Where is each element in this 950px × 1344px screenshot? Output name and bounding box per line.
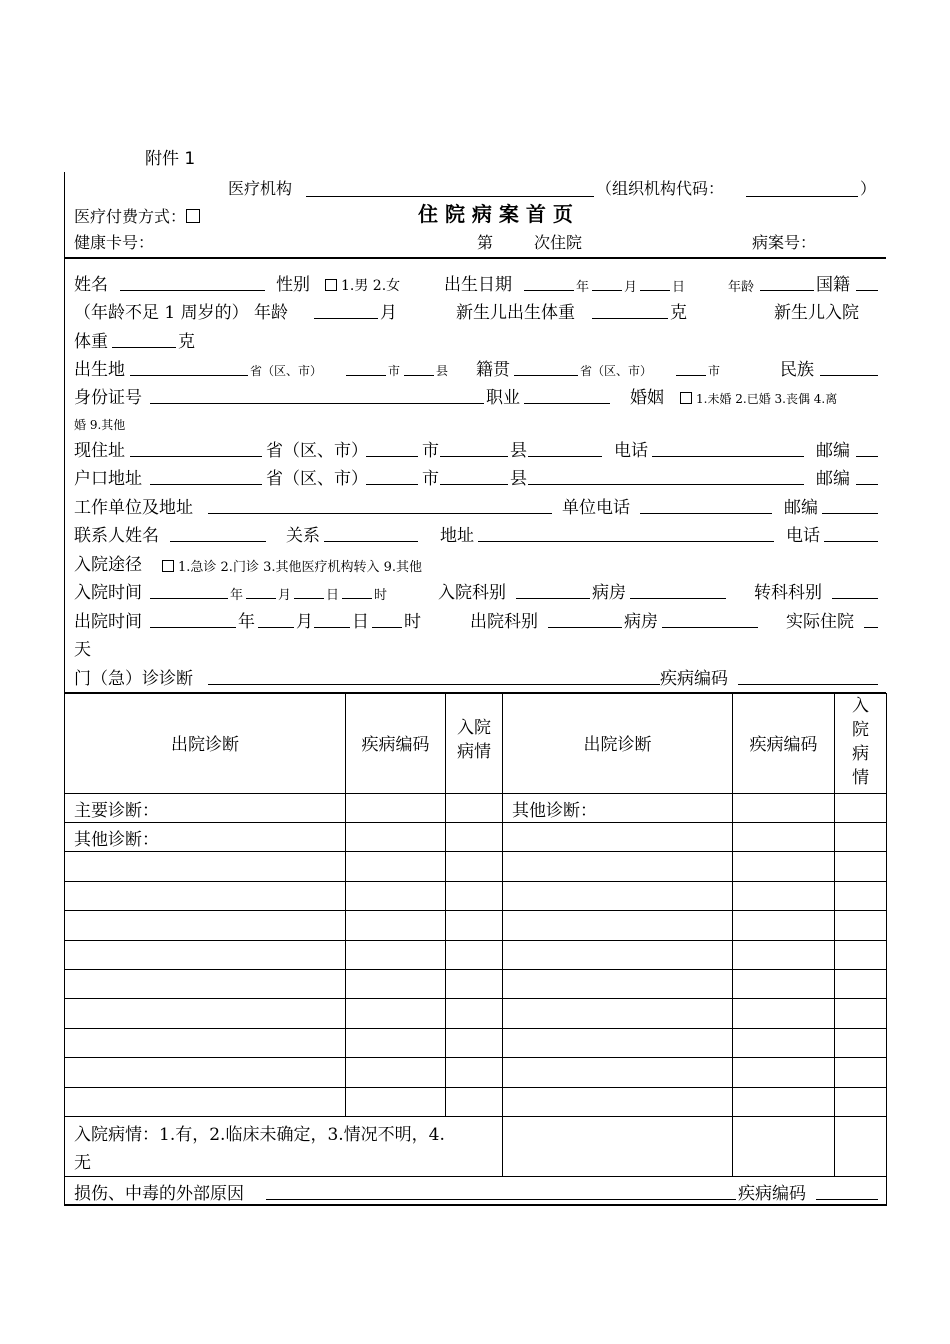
ethnicity-label: 民族 <box>780 360 814 380</box>
er-disease-code-label: 疾病编码 <box>660 669 728 689</box>
admission-route-checkbox[interactable] <box>162 560 174 572</box>
current-address-county-unit: 县 <box>510 441 527 461</box>
admission-ward-field[interactable] <box>630 598 726 599</box>
discharge-dept-field[interactable] <box>548 627 622 628</box>
newborn-weight-label: 新生儿出生体重 <box>456 303 575 323</box>
org-code-close: ） <box>860 179 877 198</box>
row-line <box>64 1028 886 1029</box>
col-divider-1 <box>345 693 346 1117</box>
discharge-month-unit: 月 <box>296 612 313 632</box>
birthplace-label: 出生地 <box>74 360 125 380</box>
row-line <box>64 851 886 852</box>
payment-method-label: 医疗付费方式： <box>74 204 200 227</box>
nth-label: 第 <box>477 233 494 252</box>
attachment-label: 附件 1 <box>145 149 196 169</box>
discharge-day-unit: 日 <box>352 612 369 632</box>
injury-code-field[interactable] <box>816 1199 878 1200</box>
work-unit-label: 工作单位及地址 <box>74 498 193 518</box>
sex-options[interactable]: 1.男 2.女 <box>325 275 400 295</box>
birth-day-field[interactable] <box>640 290 670 291</box>
contact-phone-field[interactable] <box>824 541 878 542</box>
current-address-label: 现住址 <box>74 441 125 461</box>
row-line <box>64 910 886 911</box>
admission-hour-unit: 时 <box>374 588 388 603</box>
age-field[interactable] <box>760 290 814 291</box>
form-bottom-border <box>64 1204 887 1206</box>
col-divider-3 <box>502 693 503 1177</box>
contact-address-label: 地址 <box>440 526 474 546</box>
current-phone-label: 电话 <box>614 441 648 461</box>
birth-year-unit: 年 <box>576 280 590 295</box>
discharge-month-field[interactable] <box>258 627 294 628</box>
birthplace-province-unit: 省（区、市） <box>250 364 323 378</box>
header-discharge-diagnosis-right: 出院诊断 <box>583 735 652 755</box>
ethnicity-field[interactable] <box>820 375 878 376</box>
discharge-time-label: 出院时间 <box>74 612 142 632</box>
actual-stay-field[interactable] <box>864 627 878 628</box>
row-line <box>64 1087 886 1088</box>
native-city-field[interactable] <box>676 375 706 376</box>
current-postcode-label: 邮编 <box>816 441 850 461</box>
page-title: 住 院 病 案 首 页 <box>418 202 573 226</box>
health-card-label: 健康卡号： <box>74 233 155 252</box>
admit-weight-label: 体重 <box>74 332 108 352</box>
admission-ward-label: 病房 <box>592 583 626 603</box>
discharge-dept-label: 出院科别 <box>470 612 538 632</box>
current-address-province-unit: 省（区、市） <box>266 441 368 461</box>
actual-stay-unit: 天 <box>74 640 91 660</box>
header-separator <box>64 257 886 259</box>
header-discharge-diagnosis-left: 出院诊断 <box>171 735 239 755</box>
admission-dept-label: 入院科别 <box>438 583 506 603</box>
birth-day-unit: 日 <box>672 280 686 295</box>
org-code-field[interactable] <box>746 196 858 197</box>
hukou-address-label: 户口地址 <box>74 469 142 489</box>
er-disease-code-field[interactable] <box>738 684 878 685</box>
marriage-checkbox[interactable] <box>680 392 692 404</box>
birth-month-field[interactable] <box>592 290 622 291</box>
col-divider-4 <box>732 693 733 1177</box>
row-line <box>64 793 886 794</box>
hukou-detail-field[interactable] <box>528 484 804 485</box>
birthplace-province-field[interactable] <box>130 375 248 376</box>
hukou-city-unit: 市 <box>422 469 439 489</box>
injury-cause-field[interactable] <box>266 1199 736 1200</box>
admission-month-unit: 月 <box>278 588 292 603</box>
admission-route-options[interactable]: 1.急诊 2.门诊 3.其他医疗机构转入 9.其他 <box>162 556 422 575</box>
diagnosis-table-top <box>64 692 886 694</box>
admission-year-field[interactable] <box>150 598 228 599</box>
header-disease-code-right: 疾病编码 <box>749 735 818 755</box>
native-province-field[interactable] <box>514 375 578 376</box>
discharge-year-unit: 年 <box>238 612 255 632</box>
relation-field[interactable] <box>324 541 418 542</box>
admit-weight-field[interactable] <box>112 347 176 348</box>
row-line <box>64 1057 886 1058</box>
row-line <box>64 822 886 823</box>
main-diagnosis-label: 主要诊断： <box>74 801 159 821</box>
native-province-unit: 省（区、市） <box>580 364 653 378</box>
infant-age-label: （年龄不足 1 周岁的） 年龄 <box>74 303 289 323</box>
hukou-province-field[interactable] <box>150 484 262 485</box>
current-address-province-field[interactable] <box>130 456 262 457</box>
admission-year-unit: 年 <box>230 588 244 603</box>
admission-condition-legend-cont: 无 <box>74 1153 91 1173</box>
occupation-field[interactable] <box>524 403 610 404</box>
discharge-ward-field[interactable] <box>662 627 758 628</box>
native-place-label: 籍贯 <box>476 360 510 380</box>
birthplace-county-unit: 县 <box>436 364 449 378</box>
discharge-hour-unit: 时 <box>404 612 421 632</box>
admission-month-field[interactable] <box>246 598 276 599</box>
birthplace-city-unit: 市 <box>388 364 401 378</box>
name-field[interactable] <box>120 290 265 291</box>
work-phone-label: 单位电话 <box>562 498 630 518</box>
nationality-field[interactable] <box>856 290 878 291</box>
admit-weight-unit: 克 <box>178 332 195 352</box>
birth-date-label: 出生日期 <box>444 275 512 295</box>
row-line <box>64 998 886 999</box>
hukou-postcode-field[interactable] <box>856 484 878 485</box>
hukou-postcode-label: 邮编 <box>816 469 850 489</box>
er-diagnosis-field[interactable] <box>208 684 660 685</box>
institution-label: 医疗机构 <box>228 179 293 198</box>
discharge-day-field[interactable] <box>314 627 350 628</box>
newborn-admit-label: 新生儿入院 <box>774 303 859 323</box>
row-line <box>64 940 886 941</box>
admission-dept-field[interactable] <box>516 598 590 599</box>
admission-day-unit: 日 <box>326 588 340 603</box>
current-address-city-field[interactable] <box>366 456 418 457</box>
sex-label: 性别 <box>276 275 310 295</box>
admission-time-label: 入院时间 <box>74 583 142 603</box>
payment-checkbox[interactable] <box>186 209 200 223</box>
injury-cause-label: 损伤、中毒的外部原因 <box>74 1184 244 1204</box>
current-address-county-field[interactable] <box>440 456 508 457</box>
current-phone-field[interactable] <box>652 456 804 457</box>
admission-condition-legend: 入院病情：1.有，2.临床未确定，3.情况不明，4. <box>74 1125 445 1145</box>
admission-route-label: 入院途径 <box>74 555 142 575</box>
discharge-hour-field[interactable] <box>372 627 402 628</box>
hukou-city-field[interactable] <box>366 484 418 485</box>
current-address-detail-field[interactable] <box>528 456 602 457</box>
birthplace-city-field[interactable] <box>346 375 386 376</box>
hukou-province-unit: 省（区、市） <box>266 469 368 489</box>
org-code-label: （组织机构代码： <box>596 179 725 198</box>
marriage-label: 婚姻 <box>630 388 664 408</box>
native-city-unit: 市 <box>708 364 721 378</box>
relation-label: 关系 <box>286 526 320 546</box>
header-admission-condition-left: 入院病情 <box>457 718 491 762</box>
infant-age-field[interactable] <box>314 318 378 319</box>
institution-field[interactable] <box>306 196 594 197</box>
row-line <box>64 1176 886 1177</box>
header-admission-condition-right: 入 院 病 情 <box>852 696 869 788</box>
current-address-city-unit: 市 <box>422 441 439 461</box>
marriage-options-cont: 婚 9.其他 <box>74 418 126 432</box>
newborn-weight-unit: 克 <box>670 303 687 323</box>
work-phone-field[interactable] <box>640 513 772 514</box>
name-label: 姓名 <box>74 275 108 295</box>
nationality-label: 国籍 <box>816 275 850 295</box>
injury-code-label: 疾病编码 <box>738 1184 806 1204</box>
hukou-county-field[interactable] <box>440 484 508 485</box>
birth-month-unit: 月 <box>624 280 638 295</box>
id-number-label: 身份证号 <box>74 388 142 408</box>
marriage-options[interactable]: 1.未婚 2.已婚 3.丧偶 4.离 <box>680 390 837 407</box>
contact-name-field[interactable] <box>170 541 266 542</box>
form-left-border <box>64 172 65 1206</box>
discharge-year-field[interactable] <box>150 627 236 628</box>
header-disease-code-left: 疾病编码 <box>361 735 430 755</box>
birth-year-field[interactable] <box>524 290 574 291</box>
case-number-label: 病案号： <box>752 233 817 252</box>
contact-address-field[interactable] <box>478 541 774 542</box>
row-line <box>64 969 886 970</box>
contact-name-label: 联系人姓名 <box>74 526 159 546</box>
contact-phone-label: 电话 <box>786 526 820 546</box>
er-diagnosis-label: 门（急）诊诊断 <box>74 669 193 689</box>
age-label: 年龄 <box>728 280 755 295</box>
birthplace-county-field[interactable] <box>404 375 434 376</box>
admission-times-label: 次住院 <box>534 233 583 252</box>
admission-hour-field[interactable] <box>342 598 372 599</box>
other-diagnosis-label-left: 其他诊断： <box>74 830 159 850</box>
sex-checkbox[interactable] <box>325 279 337 291</box>
transfer-dept-field[interactable] <box>832 598 878 599</box>
row-line <box>64 881 886 882</box>
id-number-field[interactable] <box>150 403 484 404</box>
infant-age-unit: 月 <box>380 303 397 323</box>
hukou-county-unit: 县 <box>510 469 527 489</box>
transfer-dept-label: 转科科别 <box>754 583 822 603</box>
form-right-border <box>886 693 887 1206</box>
admission-day-field[interactable] <box>294 598 324 599</box>
row-line <box>64 1116 886 1117</box>
work-unit-field[interactable] <box>208 513 552 514</box>
other-diagnosis-label-right: 其他诊断： <box>512 801 597 821</box>
work-postcode-field[interactable] <box>822 513 878 514</box>
work-postcode-label: 邮编 <box>784 498 818 518</box>
occupation-label: 职业 <box>486 388 520 408</box>
newborn-weight-field[interactable] <box>592 318 668 319</box>
current-postcode-field[interactable] <box>856 456 878 457</box>
discharge-ward-label: 病房 <box>624 612 658 632</box>
actual-stay-label: 实际住院 <box>786 612 854 632</box>
